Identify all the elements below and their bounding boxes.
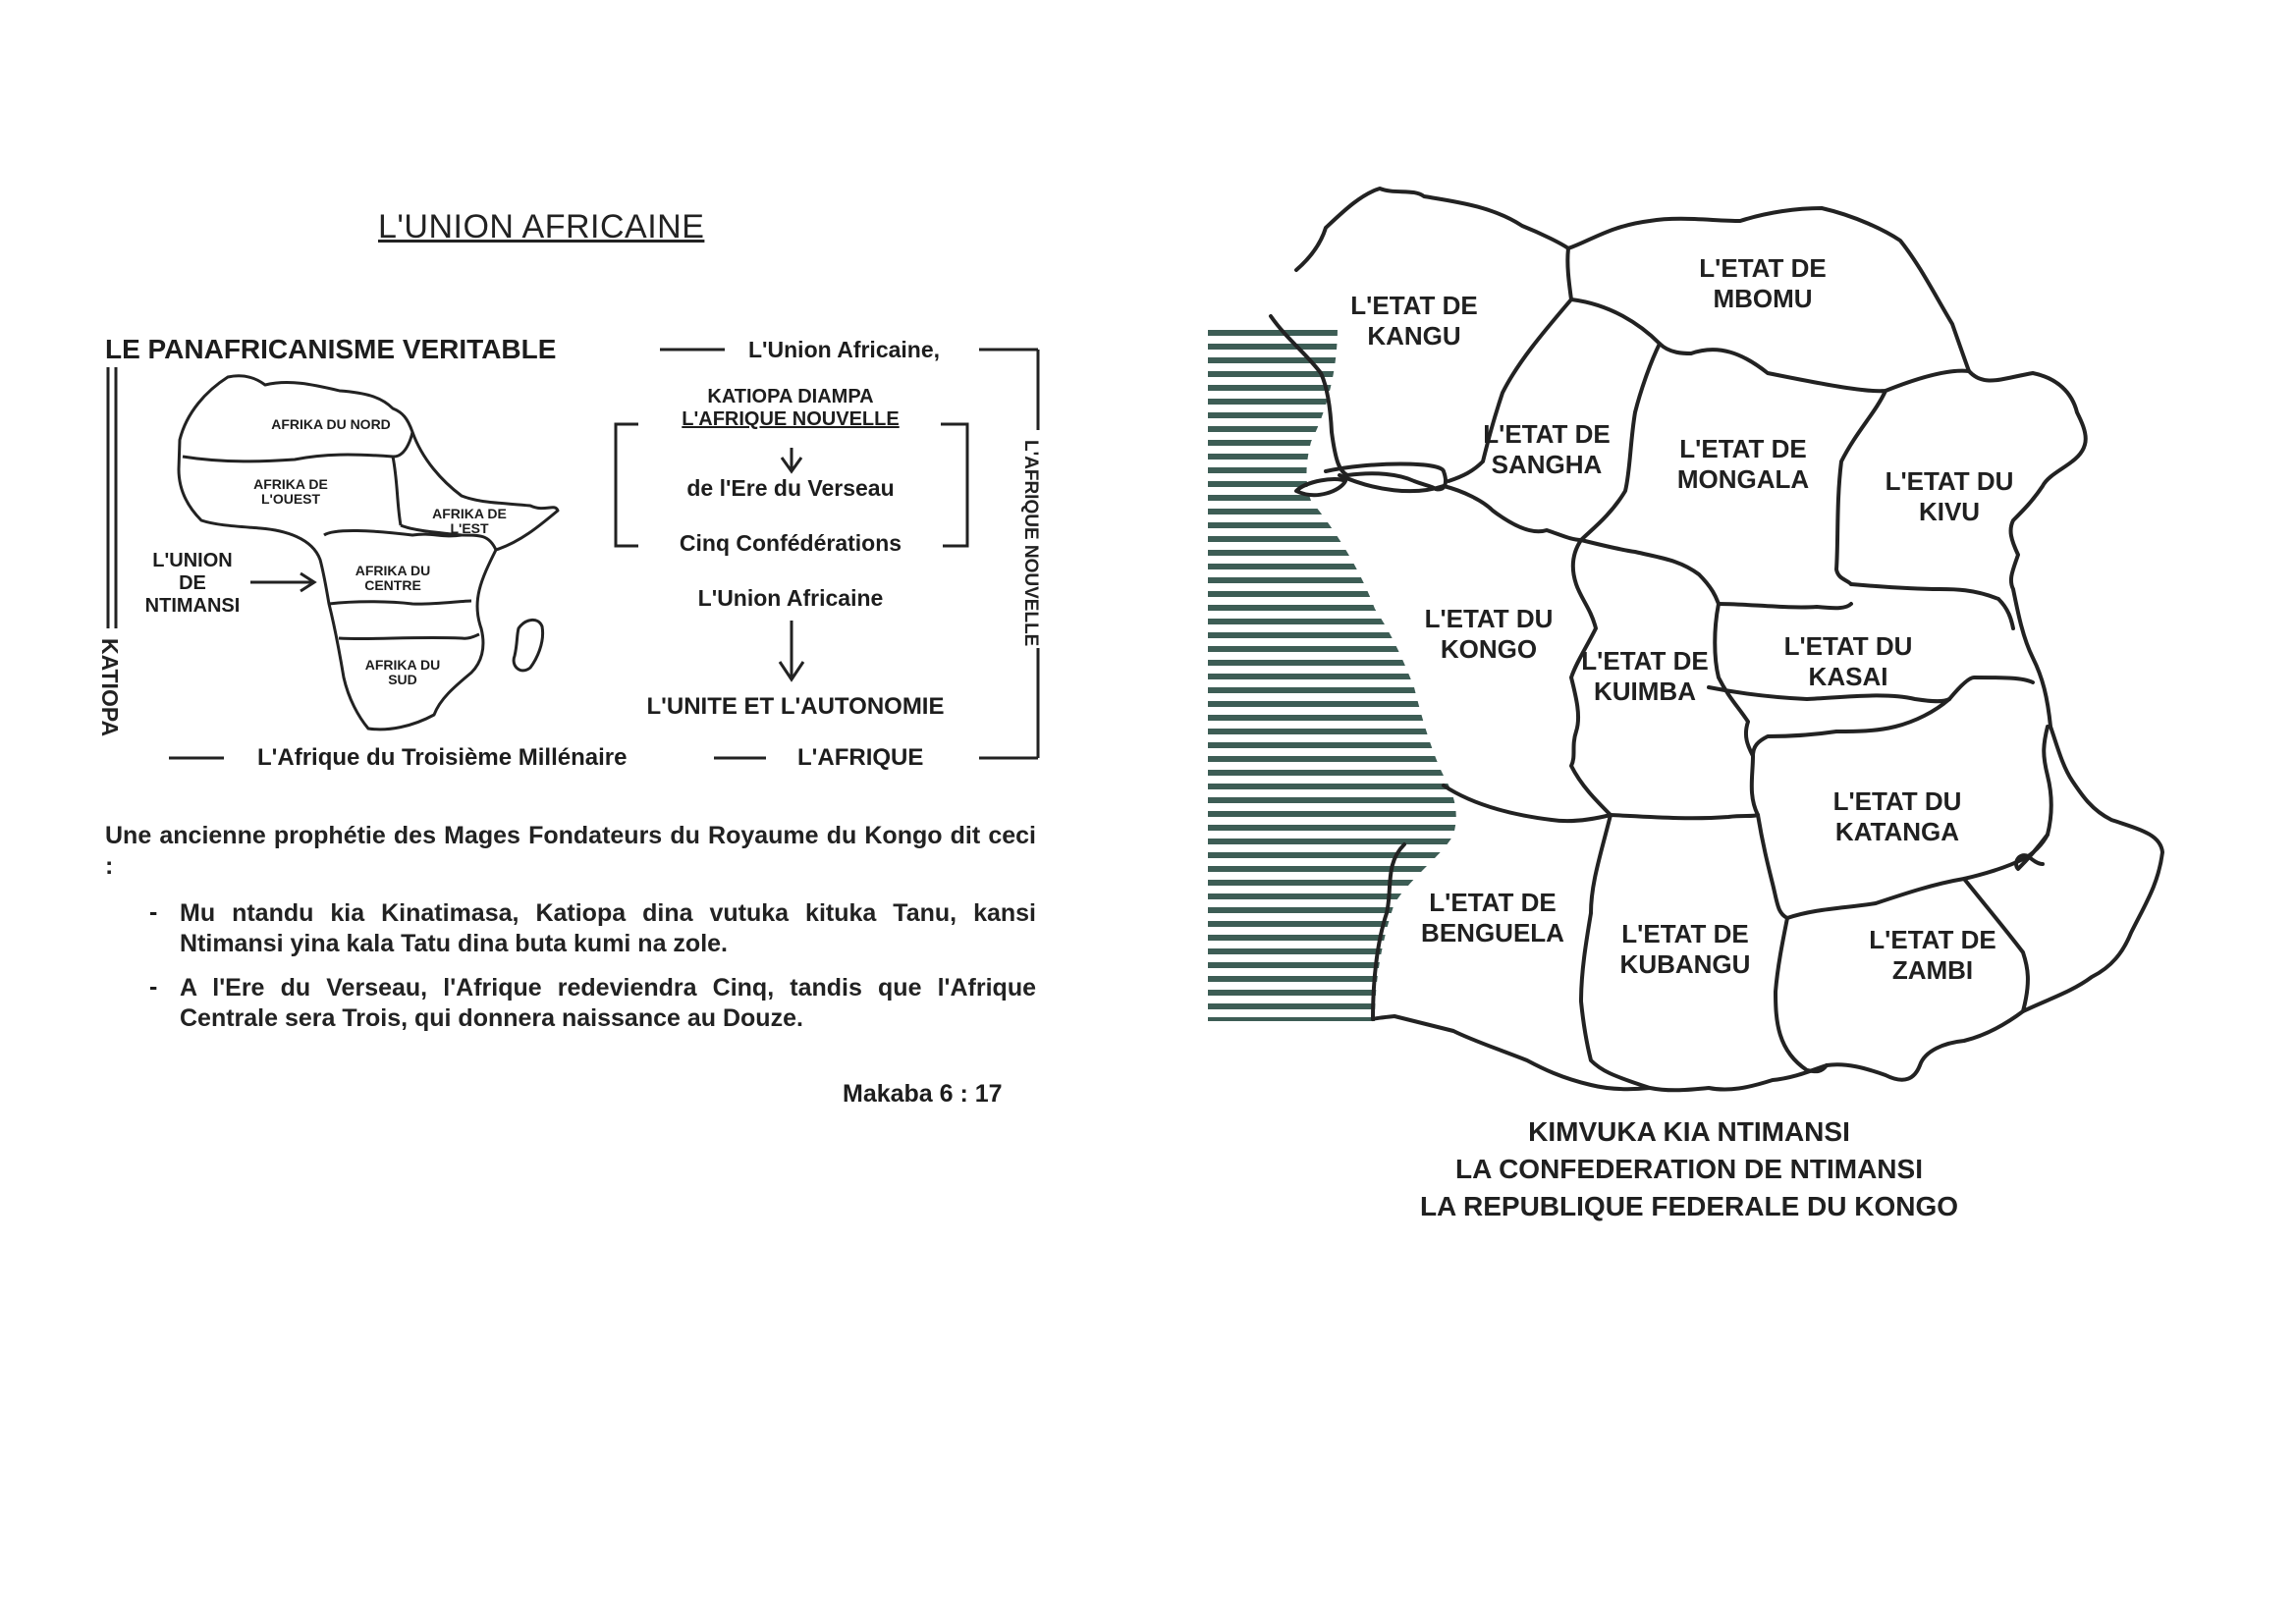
state-mbomu: L'ETAT DE MBOMU	[1699, 253, 1827, 313]
state-katanga: L'ETAT DU KATANGA	[1832, 786, 1962, 846]
bullet-dash-1: -	[149, 898, 158, 926]
katiopa-vertical: KATIOPA	[97, 638, 123, 737]
reference: Makaba 6 : 17	[843, 1080, 1003, 1108]
bottom-millenaire: L'Afrique du Troisième Millénaire	[257, 744, 628, 771]
state-sangha: L'ETAT DE SANGHA	[1483, 419, 1611, 479]
union-line3: NTIMANSI	[144, 595, 241, 617]
union-africaine-flow: L'Union Africaine	[697, 585, 884, 611]
afrika-sud-line1: AFRIKA DU	[364, 657, 441, 673]
afrique-nouvelle-vertical: L'AFRIQUE NOUVELLE	[1020, 440, 1041, 647]
state-zambi: L'ETAT DE ZAMBI	[1869, 925, 1996, 985]
afrika-est-line1: AFRIKA DE	[432, 506, 507, 521]
map-caption	[1306, 1113, 2072, 1225]
prophecy-intro: Une ancienne prophétie des Mages Fondateurs du Royaume du Kongo dit ceci :	[105, 822, 1036, 880]
afrika-centre-line2: CENTRE	[364, 577, 421, 593]
page-title: L'UNION AFRICAINE	[378, 208, 705, 245]
state-mongala: L'ETAT DE MONGALA	[1676, 434, 1810, 494]
bullet-1: Mu ntandu kia Kinatimasa, Katiopa dina vutuka kituka Tanu, kansi Ntimansi yina kala Tatu dina buta kumi na zole.	[180, 899, 1036, 957]
union-line1: L'UNION	[152, 550, 233, 571]
katiopa-diampa: KATIOPA DIAMPA	[707, 386, 874, 407]
state-kasai: L'ETAT DU KASAI	[1783, 631, 1913, 691]
afrika-nord-label: AFRIKA DU NORD	[271, 416, 391, 432]
afrika-sud-line2: SUD	[388, 672, 417, 687]
afrika-ouest-line1: AFRIKA DE	[253, 476, 328, 492]
unite-autonomie: L'UNITE ET L'AUTONOMIE	[646, 693, 945, 720]
caption-line3: LA REPUBLIQUE FEDERALE DU KONGO	[1419, 1191, 1959, 1221]
afrique-nouvelle: L'AFRIQUE NOUVELLE	[682, 408, 900, 430]
panafricanism-heading: LE PANAFRICANISME VERITABLE	[105, 334, 557, 364]
afrika-est-line2: L'EST	[450, 520, 489, 536]
state-kuimba: L'ETAT DE KUIMBA	[1581, 646, 1709, 706]
state-kongo: L'ETAT DU KONGO	[1424, 604, 1554, 664]
afrika-ouest-line2: L'OUEST	[260, 491, 321, 507]
ere-verseau: de l'Ere du Verseau	[686, 475, 895, 501]
state-benguela: L'ETAT DE BENGUELA	[1421, 888, 1564, 947]
caption-line1: KIMVUKA KIA NTIMANSI	[1528, 1116, 1850, 1147]
union-line2: DE	[179, 572, 206, 594]
bullet-dash-2: -	[149, 973, 158, 1001]
state-kivu: L'ETAT DU KIVU	[1885, 466, 2014, 526]
bottom-afrique: L'AFRIQUE	[797, 744, 924, 771]
caption-line2: LA CONFEDERATION DE NTIMANSI	[1455, 1154, 1923, 1184]
state-kangu: L'ETAT DE KANGU	[1350, 291, 1478, 351]
bullet-2: A l'Ere du Verseau, l'Afrique redeviendra Cinq, tandis que l'Afrique Centrale sera Trois, qui donnera naissance au Douze.	[180, 974, 1036, 1032]
cinq-confederations: Cinq Confédérations	[638, 530, 943, 557]
top-right-label: L'Union Africaine,	[748, 337, 941, 362]
afrika-centre-line1: AFRIKA DU	[355, 563, 431, 578]
state-kubangu: L'ETAT DE KUBANGU	[1619, 919, 1751, 979]
